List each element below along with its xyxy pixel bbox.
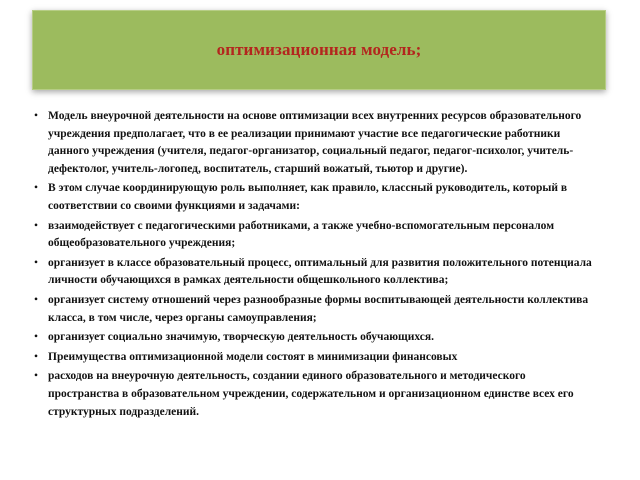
- bullet-icon: •: [34, 256, 39, 269]
- list-item: [34, 108, 594, 178]
- bullet-icon: •: [34, 350, 39, 363]
- list-item-text: организует социально значимую, творческую деятельность обучающихся.: [48, 331, 434, 344]
- bullet-icon: •: [34, 370, 39, 383]
- list-item-text: Модель внеурочной деятельности на основе оптимизации всех внутренних ресурсов образовательного учреждения предполагает, что в ее реализации принимают участие все педагогические работники данного учреждения (учителя, педагог-организатор, социальный педагог, педагог-психолог, учитель-дефектолог, учитель-логопед, воспитатель, старший вожатый, тьютор и другие).: [48, 110, 582, 175]
- list-item-text: В этом случае координирующую роль выполняет, как правило, классный руководитель, который в соответствии со своими функциями и задачами:: [48, 182, 568, 212]
- list-item: [34, 349, 594, 367]
- list-item-text: организует систему отношений через разнообразные формы воспитывающей деятельности коллектива класса, в том числе, через органы самоуправления;: [48, 293, 589, 324]
- list-item-text: организует в классе образовательный процесс, оптимальный для развития положительного потенциала личности обучающихся в рамках деятельности общешкольного коллектива;: [48, 256, 592, 287]
- list-item-text: взаимодействует с педагогическими работниками, а также учебно-вспомогательным персоналом общеобразовательного учреждения;: [48, 219, 555, 250]
- list-item: [34, 180, 594, 215]
- list-item: [34, 218, 594, 253]
- bullet-icon: •: [34, 110, 39, 122]
- bullet-icon: •: [34, 182, 39, 195]
- title-banner: [32, 10, 606, 90]
- page-title: оптимизационная модель;: [216, 40, 422, 59]
- bullet-list: [34, 108, 594, 423]
- header-band: [0, 0, 640, 100]
- list-item: [34, 329, 594, 347]
- bullet-icon: •: [34, 293, 39, 306]
- bullet-icon: •: [34, 219, 39, 232]
- list-item-text: Преимущества оптимизационной модели состоят в минимизации финансовых: [48, 350, 458, 363]
- bullet-icon: •: [34, 331, 39, 344]
- list-item-text: расходов на внеурочную деятельность, создании единого образовательного и методического пространства в образовательном учреждении, содержательном и организационном единстве всех его структурных подразделений.: [48, 370, 574, 418]
- list-item: [34, 292, 594, 327]
- list-item: [34, 368, 594, 421]
- list-item: [34, 255, 594, 290]
